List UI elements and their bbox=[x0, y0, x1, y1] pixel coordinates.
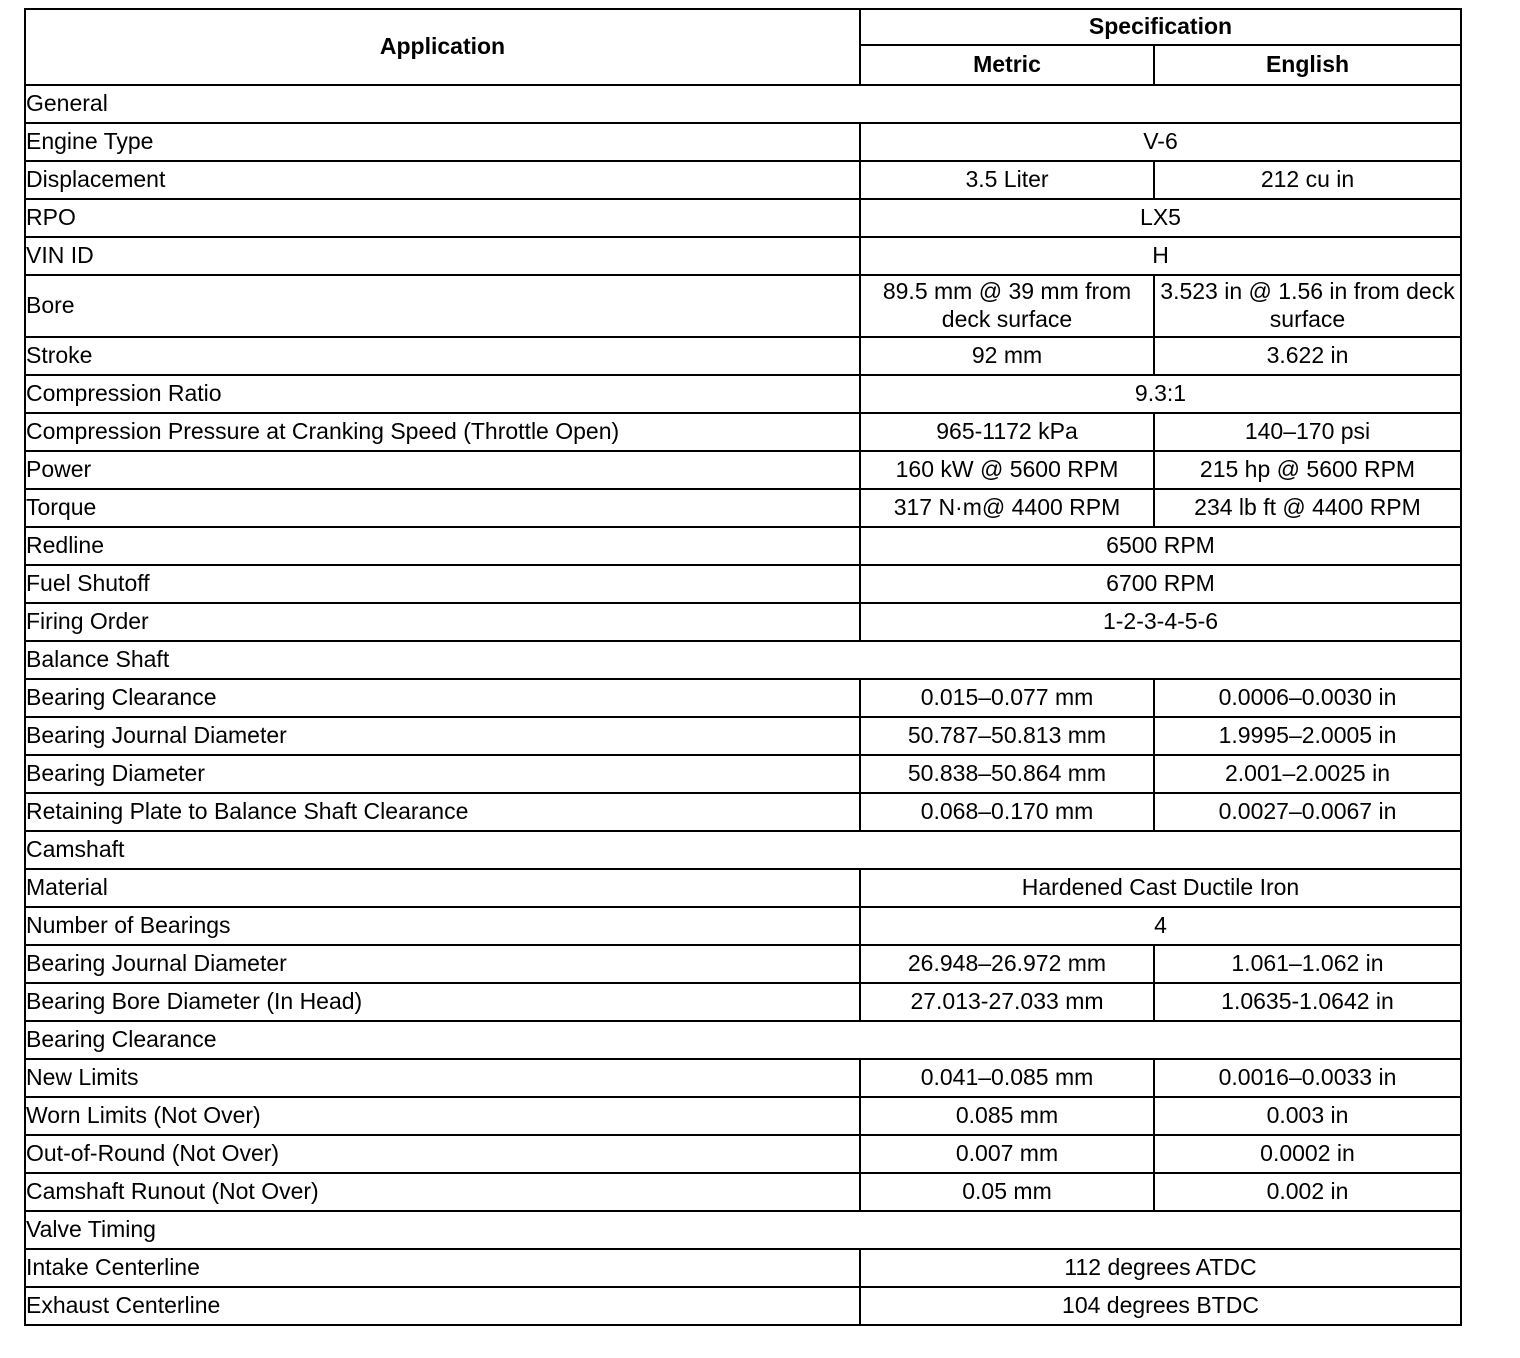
spec-value: H bbox=[860, 237, 1461, 275]
row-label: Engine Type bbox=[25, 123, 860, 161]
spec-table-body bbox=[25, 85, 1461, 1325]
english-value: 0.0002 in bbox=[1154, 1135, 1461, 1173]
table-row bbox=[25, 85, 1461, 123]
table-row bbox=[25, 489, 1461, 527]
spec-table bbox=[24, 8, 1462, 1326]
english-value: 2.001–2.0025 in bbox=[1154, 755, 1461, 793]
table-row bbox=[25, 907, 1461, 945]
section-heading: Camshaft bbox=[25, 831, 1461, 869]
row-label: Out-of-Round (Not Over) bbox=[25, 1135, 860, 1173]
row-label: Redline bbox=[25, 527, 860, 565]
table-row bbox=[25, 275, 1461, 337]
spec-value: 6500 RPM bbox=[860, 527, 1461, 565]
english-value: 234 lb ft @ 4400 RPM bbox=[1154, 489, 1461, 527]
spec-value: Hardened Cast Ductile Iron bbox=[860, 869, 1461, 907]
english-header: English bbox=[1154, 45, 1461, 85]
english-value: 1.0635-1.0642 in bbox=[1154, 983, 1461, 1021]
row-label: Compression Ratio bbox=[25, 375, 860, 413]
spec-value: 1-2-3-4-5-6 bbox=[860, 603, 1461, 641]
row-label: Bearing Bore Diameter (In Head) bbox=[25, 983, 860, 1021]
table-row bbox=[25, 1249, 1461, 1287]
table-row bbox=[25, 717, 1461, 755]
table-row bbox=[25, 945, 1461, 983]
english-value: 0.0006–0.0030 in bbox=[1154, 679, 1461, 717]
table-row bbox=[25, 831, 1461, 869]
table-row bbox=[25, 237, 1461, 275]
row-label: Camshaft Runout (Not Over) bbox=[25, 1173, 860, 1211]
english-value: 215 hp @ 5600 RPM bbox=[1154, 451, 1461, 489]
spec-value: 112 degrees ATDC bbox=[860, 1249, 1461, 1287]
metric-header: Metric bbox=[860, 45, 1154, 85]
subsection-heading: Valve Timing bbox=[25, 1211, 1461, 1249]
table-row bbox=[25, 199, 1461, 237]
english-value: 0.002 in bbox=[1154, 1173, 1461, 1211]
metric-value: 27.013-27.033 mm bbox=[860, 983, 1154, 1021]
row-label: Displacement bbox=[25, 161, 860, 199]
english-value: 1.061–1.062 in bbox=[1154, 945, 1461, 983]
subsection-heading: Bearing Clearance bbox=[25, 1021, 1461, 1059]
table-row bbox=[25, 123, 1461, 161]
table-row bbox=[25, 603, 1461, 641]
table-row bbox=[25, 1287, 1461, 1325]
metric-value: 0.05 mm bbox=[860, 1173, 1154, 1211]
english-value: 140–170 psi bbox=[1154, 413, 1461, 451]
spec-value: 4 bbox=[860, 907, 1461, 945]
row-label: New Limits bbox=[25, 1059, 860, 1097]
row-label: Exhaust Centerline bbox=[25, 1287, 860, 1325]
english-value: 0.0027–0.0067 in bbox=[1154, 793, 1461, 831]
table-row bbox=[25, 1173, 1461, 1211]
metric-value: 92 mm bbox=[860, 337, 1154, 375]
metric-value: 0.041–0.085 mm bbox=[860, 1059, 1154, 1097]
metric-value: 160 kW @ 5600 RPM bbox=[860, 451, 1154, 489]
row-label: Worn Limits (Not Over) bbox=[25, 1097, 860, 1135]
row-label: Material bbox=[25, 869, 860, 907]
row-label: Fuel Shutoff bbox=[25, 565, 860, 603]
spec-value: LX5 bbox=[860, 199, 1461, 237]
specification-header: Specification bbox=[860, 9, 1461, 45]
metric-value: 50.787–50.813 mm bbox=[860, 717, 1154, 755]
spec-value: 9.3:1 bbox=[860, 375, 1461, 413]
metric-value: 965-1172 kPa bbox=[860, 413, 1154, 451]
row-label: Bearing Journal Diameter bbox=[25, 945, 860, 983]
row-label: Number of Bearings bbox=[25, 907, 860, 945]
row-label: Intake Centerline bbox=[25, 1249, 860, 1287]
table-row bbox=[25, 1135, 1461, 1173]
metric-value: 89.5 mm @ 39 mm from deck surface bbox=[860, 275, 1154, 337]
table-row bbox=[25, 641, 1461, 679]
table-row bbox=[25, 1097, 1461, 1135]
row-label: Stroke bbox=[25, 337, 860, 375]
metric-value: 3.5 Liter bbox=[860, 161, 1154, 199]
table-row bbox=[25, 869, 1461, 907]
row-label: Firing Order bbox=[25, 603, 860, 641]
table-row bbox=[25, 1211, 1461, 1249]
row-label: Bore bbox=[25, 275, 860, 337]
metric-value: 0.085 mm bbox=[860, 1097, 1154, 1135]
application-header: Application bbox=[25, 9, 860, 85]
row-label: RPO bbox=[25, 199, 860, 237]
row-label: Bearing Journal Diameter bbox=[25, 717, 860, 755]
spec-value: 104 degrees BTDC bbox=[860, 1287, 1461, 1325]
metric-value: 26.948–26.972 mm bbox=[860, 945, 1154, 983]
table-row bbox=[25, 1021, 1461, 1059]
table-row bbox=[25, 793, 1461, 831]
english-value: 1.9995–2.0005 in bbox=[1154, 717, 1461, 755]
metric-value: 0.007 mm bbox=[860, 1135, 1154, 1173]
english-value: 0.003 in bbox=[1154, 1097, 1461, 1135]
english-value: 3.622 in bbox=[1154, 337, 1461, 375]
section-heading: Balance Shaft bbox=[25, 641, 1461, 679]
row-label: Power bbox=[25, 451, 860, 489]
row-label: Bearing Diameter bbox=[25, 755, 860, 793]
row-label: Retaining Plate to Balance Shaft Clearance bbox=[25, 793, 860, 831]
row-label: Bearing Clearance bbox=[25, 679, 860, 717]
english-value: 0.0016–0.0033 in bbox=[1154, 1059, 1461, 1097]
row-label: Torque bbox=[25, 489, 860, 527]
english-value: 3.523 in @ 1.56 in from deck surface bbox=[1154, 275, 1461, 337]
row-label: Compression Pressure at Cranking Speed (Throttle Open) bbox=[25, 413, 860, 451]
table-row bbox=[25, 527, 1461, 565]
table-row bbox=[25, 565, 1461, 603]
table-row bbox=[25, 375, 1461, 413]
table-row bbox=[25, 679, 1461, 717]
table-row bbox=[25, 451, 1461, 489]
english-value: 212 cu in bbox=[1154, 161, 1461, 199]
spec-value: V-6 bbox=[860, 123, 1461, 161]
metric-value: 50.838–50.864 mm bbox=[860, 755, 1154, 793]
table-row bbox=[25, 755, 1461, 793]
metric-value: 0.015–0.077 mm bbox=[860, 679, 1154, 717]
metric-value: 0.068–0.170 mm bbox=[860, 793, 1154, 831]
table-row bbox=[25, 161, 1461, 199]
section-heading: General bbox=[25, 85, 1461, 123]
metric-value: 317 N·m@ 4400 RPM bbox=[860, 489, 1154, 527]
row-label: VIN ID bbox=[25, 237, 860, 275]
spec-value: 6700 RPM bbox=[860, 565, 1461, 603]
table-row bbox=[25, 337, 1461, 375]
table-row bbox=[25, 1059, 1461, 1097]
table-row bbox=[25, 413, 1461, 451]
table-row bbox=[25, 983, 1461, 1021]
